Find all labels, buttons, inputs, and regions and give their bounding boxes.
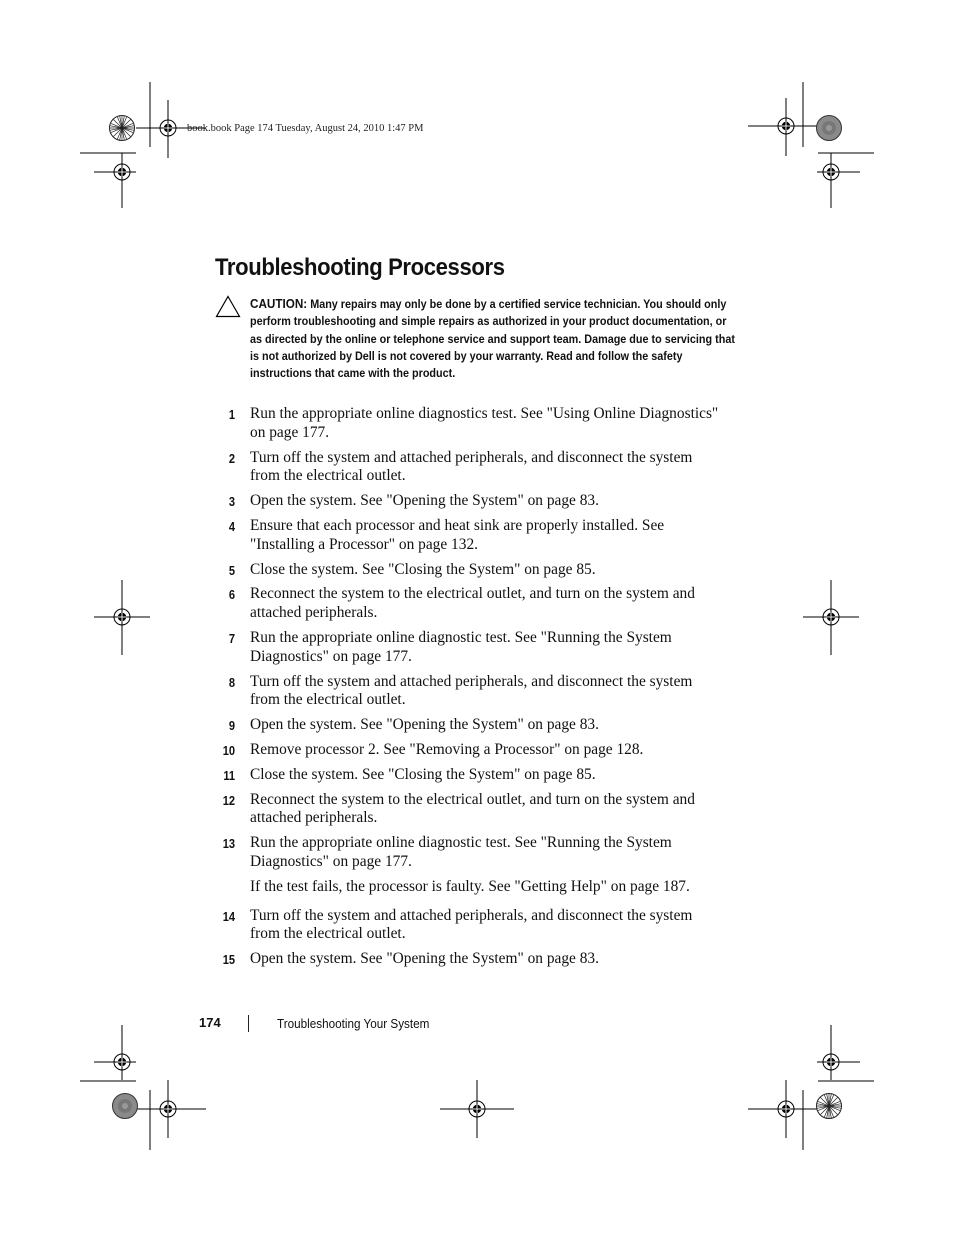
step-number: 2 [228, 450, 235, 466]
step-text: Reconnect the system to the electrical outlet, and turn on the system and attached peripherals. [250, 790, 695, 827]
caution-triangle-icon [215, 295, 241, 318]
step-14 [218, 907, 718, 945]
caution-label: CAUTION: [250, 296, 308, 311]
step-number: 1 [228, 407, 235, 422]
caution-notice [215, 295, 735, 382]
step-text: Turn off the system and attached peripherals, and disconnect the system from the electrical outlet. [250, 906, 693, 943]
step-10 [218, 741, 718, 760]
page-title: Troubleshooting Processors [215, 254, 505, 281]
step-text: Close the system. See "Closing the System" on page 85. [250, 560, 596, 578]
step-number: 6 [228, 587, 235, 603]
step-number: 14 [222, 908, 235, 924]
footer-section-title: Troubleshooting Your System [277, 1016, 430, 1031]
step-number: 10 [222, 742, 235, 758]
step-6 [218, 585, 718, 623]
step-3 [218, 492, 718, 511]
step-text: Open the system. See "Opening the System" on page 83. [250, 716, 599, 734]
step-13-note: If the test fails, the processor is faulty. See "Getting Help" on page 187. [250, 877, 690, 895]
procedure-steps [218, 405, 718, 975]
step-text: Turn off the system and attached peripherals, and disconnect the system from the electrical outlet. [250, 448, 693, 485]
step-number: 9 [228, 718, 235, 734]
caution-text: Many repairs may only be done by a certified service technician. You should only perform troubleshooting and simple repairs as authorized in your product documentation, or as directed by the online or telephone service and support team. Damage due to servicing that is not authorized by Dell is not covered by your warranty. Read and follow the safety instructions that came with the product. [250, 297, 735, 381]
step-text: Remove processor 2. See "Removing a Processor" on page 128. [250, 740, 644, 758]
step-11 [218, 766, 718, 785]
step-number: 11 [223, 767, 235, 783]
print-slug: book.book Page 174 Tuesday, August 24, 2010 1:47 PM [187, 123, 424, 134]
step-number: 13 [222, 836, 235, 852]
step-4 [218, 517, 718, 555]
step-8 [218, 673, 718, 711]
step-text: Close the system. See "Closing the System" on page 85. [250, 765, 596, 783]
page-number: 174 [199, 1015, 221, 1030]
step-number: 5 [228, 562, 235, 578]
step-9 [218, 716, 718, 735]
step-2 [218, 449, 718, 487]
step-number: 3 [228, 494, 235, 510]
step-text: Open the system. See "Opening the System" on page 83. [250, 492, 599, 510]
step-12 [218, 791, 718, 829]
step-number: 4 [228, 518, 235, 534]
step-7 [218, 629, 718, 667]
step-text: Run the appropriate online diagnostic test. See "Running the System Diagnostics" on page 177. [250, 834, 672, 870]
step-5 [218, 561, 718, 580]
step-text: Reconnect the system to the electrical outlet, and turn on the system and attached peripherals. [250, 585, 695, 622]
step-text: Ensure that each processor and heat sink are properly installed. See "Installing a Processor" on page 132. [250, 516, 665, 553]
step-text: Run the appropriate online diagnostics test. See "Using Online Diagnostics" on page 177. [250, 405, 719, 441]
caution-body [250, 295, 741, 382]
step-1 [218, 405, 718, 443]
step-number: 15 [222, 952, 235, 968]
step-text: Turn off the system and attached peripherals, and disconnect the system from the electrical outlet. [250, 672, 693, 709]
step-number: 12 [222, 792, 235, 808]
step-13 [218, 834, 718, 896]
step-15 [218, 950, 718, 969]
step-text: Run the appropriate online diagnostic test. See "Running the System Diagnostics" on page 177. [250, 628, 672, 665]
step-number: 7 [228, 630, 235, 646]
step-number: 8 [228, 674, 235, 690]
step-text: Open the system. See "Opening the System" on page 83. [250, 950, 599, 968]
footer-divider [248, 1015, 249, 1032]
